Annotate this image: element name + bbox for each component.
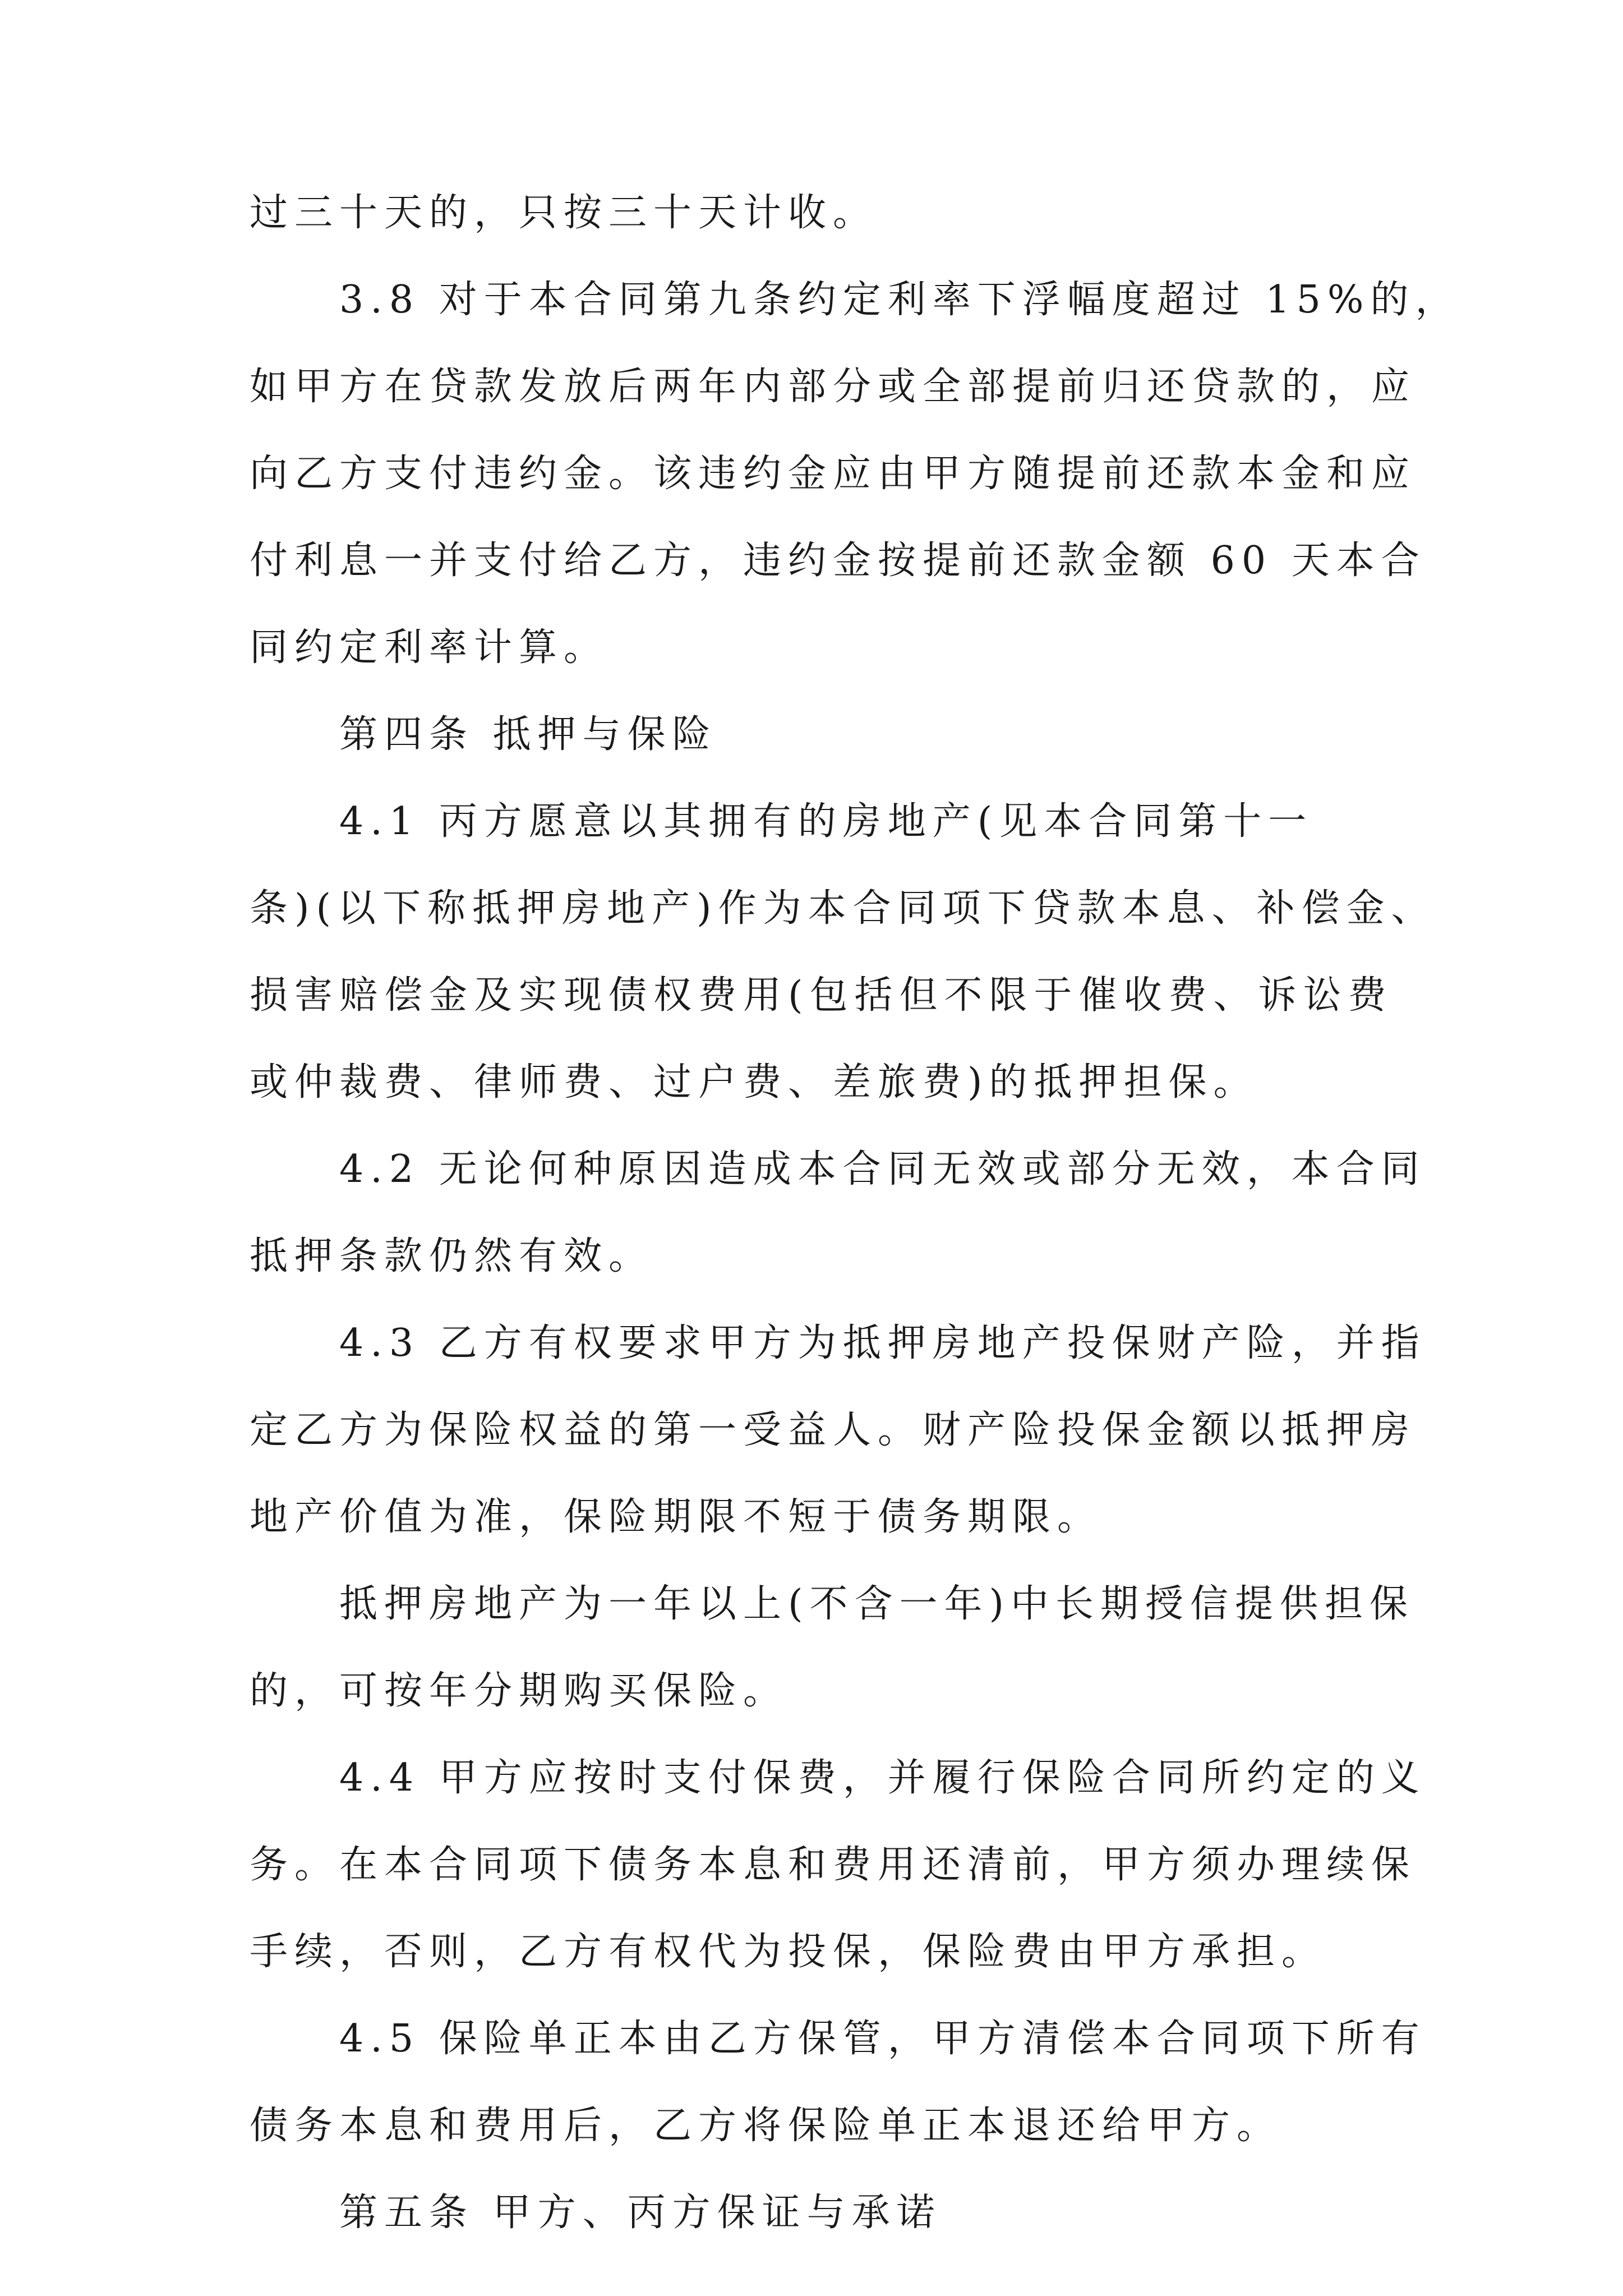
paragraph-line: 付利息一并支付给乙方，违约金按提前还款金额 60 天本合 bbox=[250, 539, 1426, 583]
clause-4-2-line: 4.2 无论何种原因造成本合同无效或部分无效，本合同 bbox=[339, 1147, 1426, 1191]
article-4-heading: 第四条 抵押与保险 bbox=[339, 712, 717, 757]
paragraph-line: 抵押条款仍然有效。 bbox=[250, 1234, 654, 1278]
paragraph-line: 向乙方支付违约金。该违约金应由甲方随提前还款本金和应 bbox=[250, 452, 1417, 496]
paragraph-line: 同约定利率计算。 bbox=[250, 625, 609, 670]
paragraph-line: 债务本息和费用后，乙方将保险单正本退还给甲方。 bbox=[250, 2104, 1282, 2148]
paragraph-line: 定乙方为保险权益的第一受益人。财产险投保金额以抵押房 bbox=[250, 1408, 1417, 1452]
paragraph-line: 损害赔偿金及实现债权费用(包括但不限于催收费、诉讼费 bbox=[250, 973, 1393, 1018]
paragraph-line: 如甲方在贷款发放后两年内部分或全部提前归还贷款的，应 bbox=[250, 365, 1417, 409]
article-5-heading: 第五条 甲方、丙方保证与承诺 bbox=[339, 2191, 942, 2235]
document-body bbox=[250, 191, 1460, 2235]
paragraph-line: 手续，否则，乙方有权代为投保，保险费由甲方承担。 bbox=[250, 1930, 1327, 1974]
paragraph-line: 条)(以下称抵押房地产)作为本合同项下贷款本息、补偿金、 bbox=[250, 886, 1436, 931]
paragraph-line: 地产价值为准，保险期限不短于债务期限。 bbox=[250, 1495, 1103, 1539]
clause-3-8-line: 3.8 对于本合同第九条约定利率下浮幅度超过 15%的， bbox=[339, 278, 1460, 322]
paragraph-line: 的，可按年分期购买保险。 bbox=[250, 1669, 789, 1713]
clause-4-1-line: 4.1 丙方愿意以其拥有的房地产(见本合同第十一 bbox=[339, 799, 1313, 844]
clause-4-5-line: 4.5 保险单正本由乙方保管，甲方清偿本合同项下所有 bbox=[339, 2017, 1426, 2061]
paragraph-line: 抵押房地产为一年以上(不含一年)中长期授信提供担保 bbox=[339, 1582, 1415, 1626]
clause-4-4-line: 4.4 甲方应按时支付保费，并履行保险合同所约定的义 bbox=[339, 1756, 1426, 1800]
paragraph-line: 或仲裁费、律师费、过户费、差旅费)的抵押担保。 bbox=[250, 1060, 1258, 1105]
paragraph-line: 务。在本合同项下债务本息和费用还清前，甲方须办理续保 bbox=[250, 1843, 1417, 1887]
paragraph-line: 过三十天的，只按三十天计收。 bbox=[250, 191, 878, 235]
clause-4-3-line: 4.3 乙方有权要求甲方为抵押房地产投保财产险，并指 bbox=[339, 1321, 1426, 1365]
